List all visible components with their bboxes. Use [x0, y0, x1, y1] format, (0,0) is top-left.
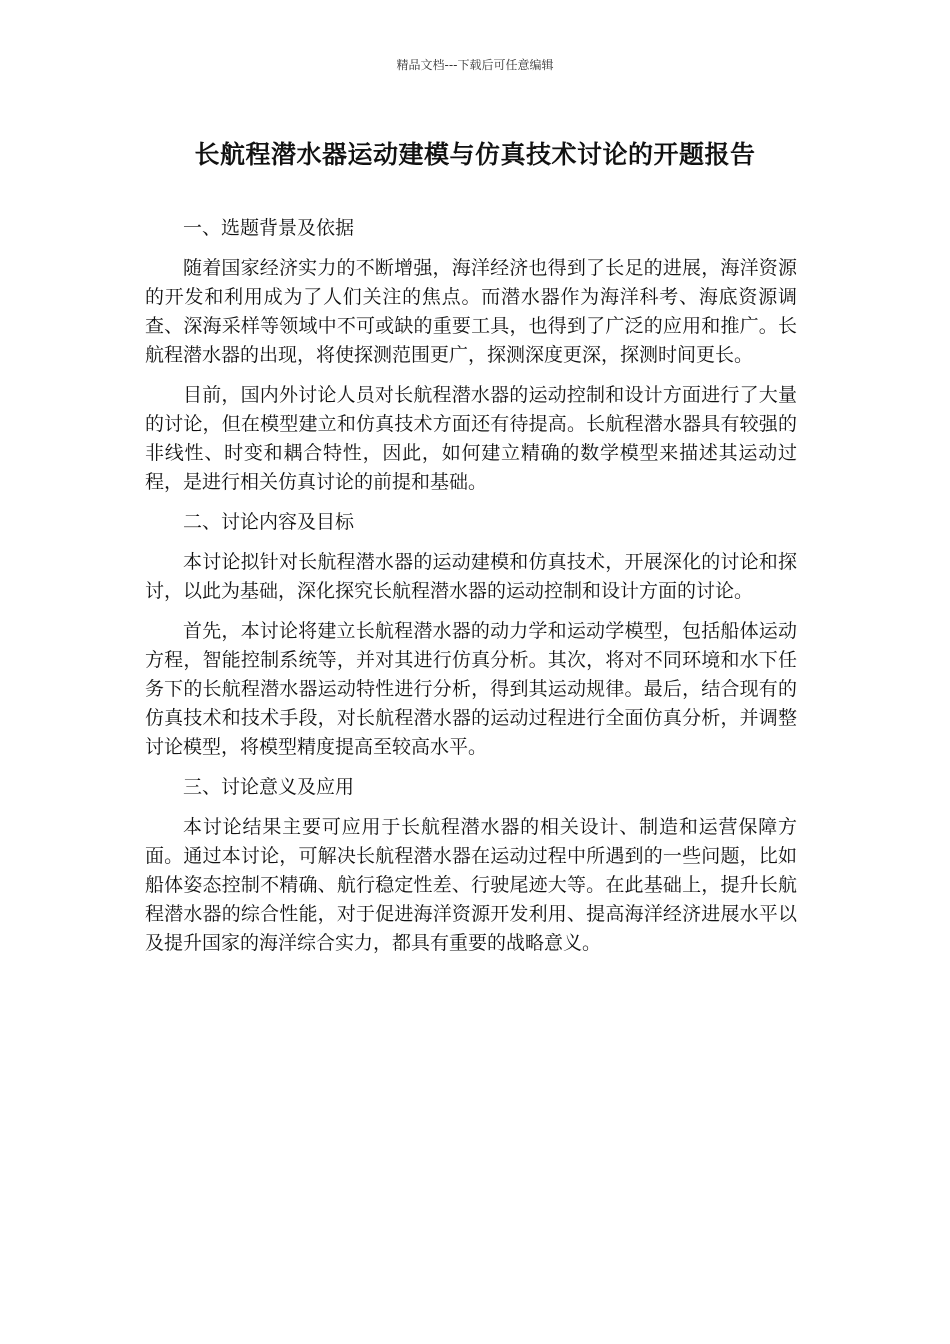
- paragraph: 首先，本讨论将建立长航程潜水器的动力学和运动学模型，包括船体运动方程，智能控制系统等，并对其进行仿真分析。其次，将对不同环境和水下任务下的长航程潜水器运动特性进行分析，得到其运动规律。最后，结合现有的仿真技术和技术手段，对长航程潜水器的运动过程进行全面仿真分析，并调整讨论模型，将模型精度提高至较高水平。: [145, 620, 797, 758]
- paragraph: 本讨论结果主要可应用于长航程潜水器的相关设计、制造和运营保障方面。通过本讨论，可解决长航程潜水器在运动过程中所遇到的一些问题，比如船体姿态控制不精确、航行稳定性差、行驶尾迹大等。在此基础上，提升长航程潜水器的综合性能，对于促进海洋资源开发利用、提高海洋经济进展水平以及提升国家的海洋综合实力，都具有重要的战略意义。: [145, 816, 797, 954]
- section-heading: 三、讨论意义及应用: [183, 776, 355, 798]
- paragraph: 目前，国内外讨论人员对长航程潜水器的运动控制和设计方面进行了大量的讨论，但在模型建立和仿真技术方面还有待提高。长航程潜水器具有较强的非线性、时变和耦合特性，因此，如何建立精确的数学模型来描述其运动过程，是进行相关仿真讨论的前提和基础。: [145, 384, 797, 493]
- section-heading: 一、选题背景及依据: [183, 217, 355, 239]
- section-significance: [145, 773, 797, 958]
- paragraph: 随着国家经济实力的不断增强，海洋经济也得到了长足的进展，海洋资源的开发和利用成为了人们关注的焦点。而潜水器作为海洋科考、海底资源调查、深海采样等领域中不可或缺的重要工具，也得到了广泛的应用和推广。长航程潜水器的出现，将使探测范围更广，探测深度更深，探测时间更长。: [145, 257, 797, 366]
- section-heading: 二、讨论内容及目标: [183, 511, 355, 533]
- section-background: [145, 214, 797, 497]
- section-content-goals: [145, 508, 797, 762]
- document-title: 长航程潜水器运动建模与仿真技术讨论的开题报告: [194, 140, 756, 169]
- paragraph: 本讨论拟针对长航程潜水器的运动建模和仿真技术，开展深化的讨论和探讨，以此为基础，深化探究长航程潜水器的运动控制和设计方面的讨论。: [145, 551, 797, 602]
- document-body: [145, 214, 797, 969]
- page-header: 精品文档---下载后可任意编辑: [396, 58, 554, 72]
